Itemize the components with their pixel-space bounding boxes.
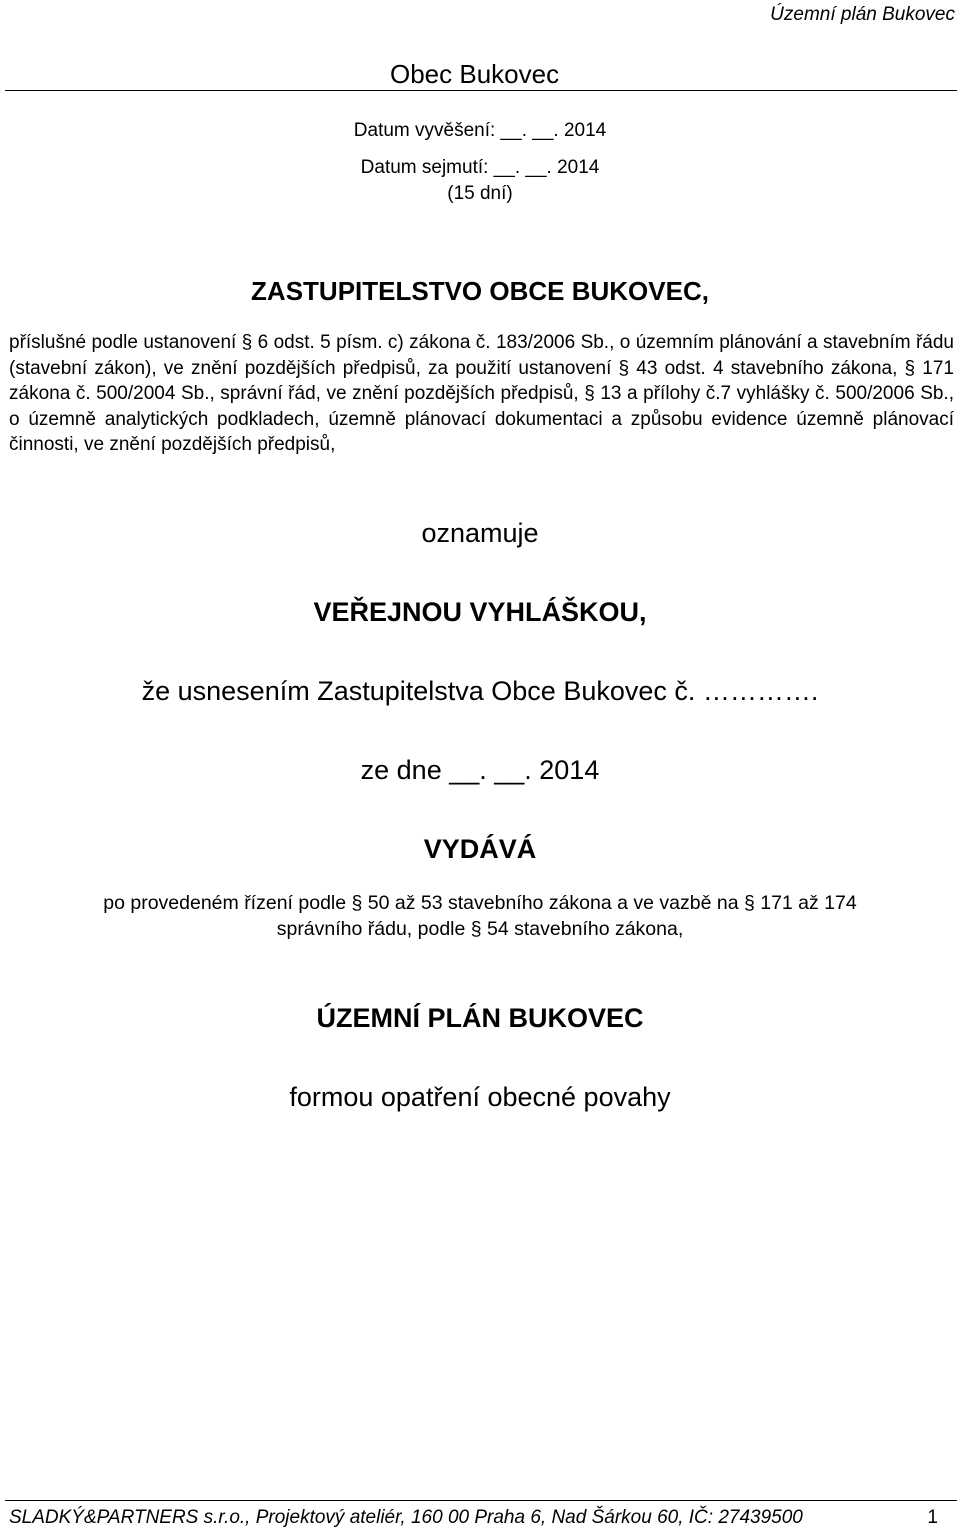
removed-date: Datum sejmutí: __. __. 2014 xyxy=(360,157,600,178)
plan-form: formou opatření obecné povahy xyxy=(289,1082,671,1112)
municipality-name: Obec Bukovec xyxy=(390,59,560,89)
footer-company: SLADKÝ&PARTNERS s.r.o., Projektový ateliér, 160 00 Praha 6, Nad Šárkou 60, IČ: 27439500 xyxy=(9,1507,803,1528)
resolution-date: ze dne __. __. 2014 xyxy=(360,755,600,785)
announces-text: oznamuje xyxy=(421,518,539,548)
public-notice-heading: VEŘEJNOU VYHLÁŠKOU, xyxy=(313,597,647,627)
plan-title: ÚZEMNÍ PLÁN BUKOVEC xyxy=(316,1003,644,1033)
posted-date: Datum vyvěšení: __. __. 2014 xyxy=(353,120,607,141)
document-header-title: Územní plán Bukovec xyxy=(770,4,955,25)
legal-basis-paragraph: příslušné podle ustanovení § 6 odst. 5 písm. c) zákona č. 183/2006 Sb., o územním plánování a stavebním řádu (stavební zákon), ve znění pozdějších předpisů, za použití ustanovení § 43 odst. 4 stavebního zákona, § 171 zákona č. 500/2004 Sb., správní řád, ve znění pozdějších předpisů, § 13 a přílohy č.7 vyhlášky č. 500/2006 Sb., o územně analytických podkladech, územně plánovací dokumentaci a způsobu evidence územně plánovací činnosti, ve znění pozdějších předpisů, xyxy=(9,332,954,455)
header-divider xyxy=(5,90,957,91)
posting-duration: (15 dní) xyxy=(447,183,513,204)
footer-divider xyxy=(5,1500,957,1501)
issues-heading: VYDÁVÁ xyxy=(423,834,537,864)
procedure-line-1: po provedeném řízení podle § 50 až 53 stavebního zákona a ve vazbě na § 171 až 174 xyxy=(103,892,857,914)
issuing-authority: ZASTUPITELSTVO OBCE BUKOVEC, xyxy=(251,276,709,306)
page-number: 1 xyxy=(927,1507,938,1528)
resolution-line: že usnesením Zastupitelstva Obce Bukovec č. …………. xyxy=(141,676,819,706)
procedure-line-2: správního řádu, podle § 54 stavebního zákona, xyxy=(276,918,684,940)
